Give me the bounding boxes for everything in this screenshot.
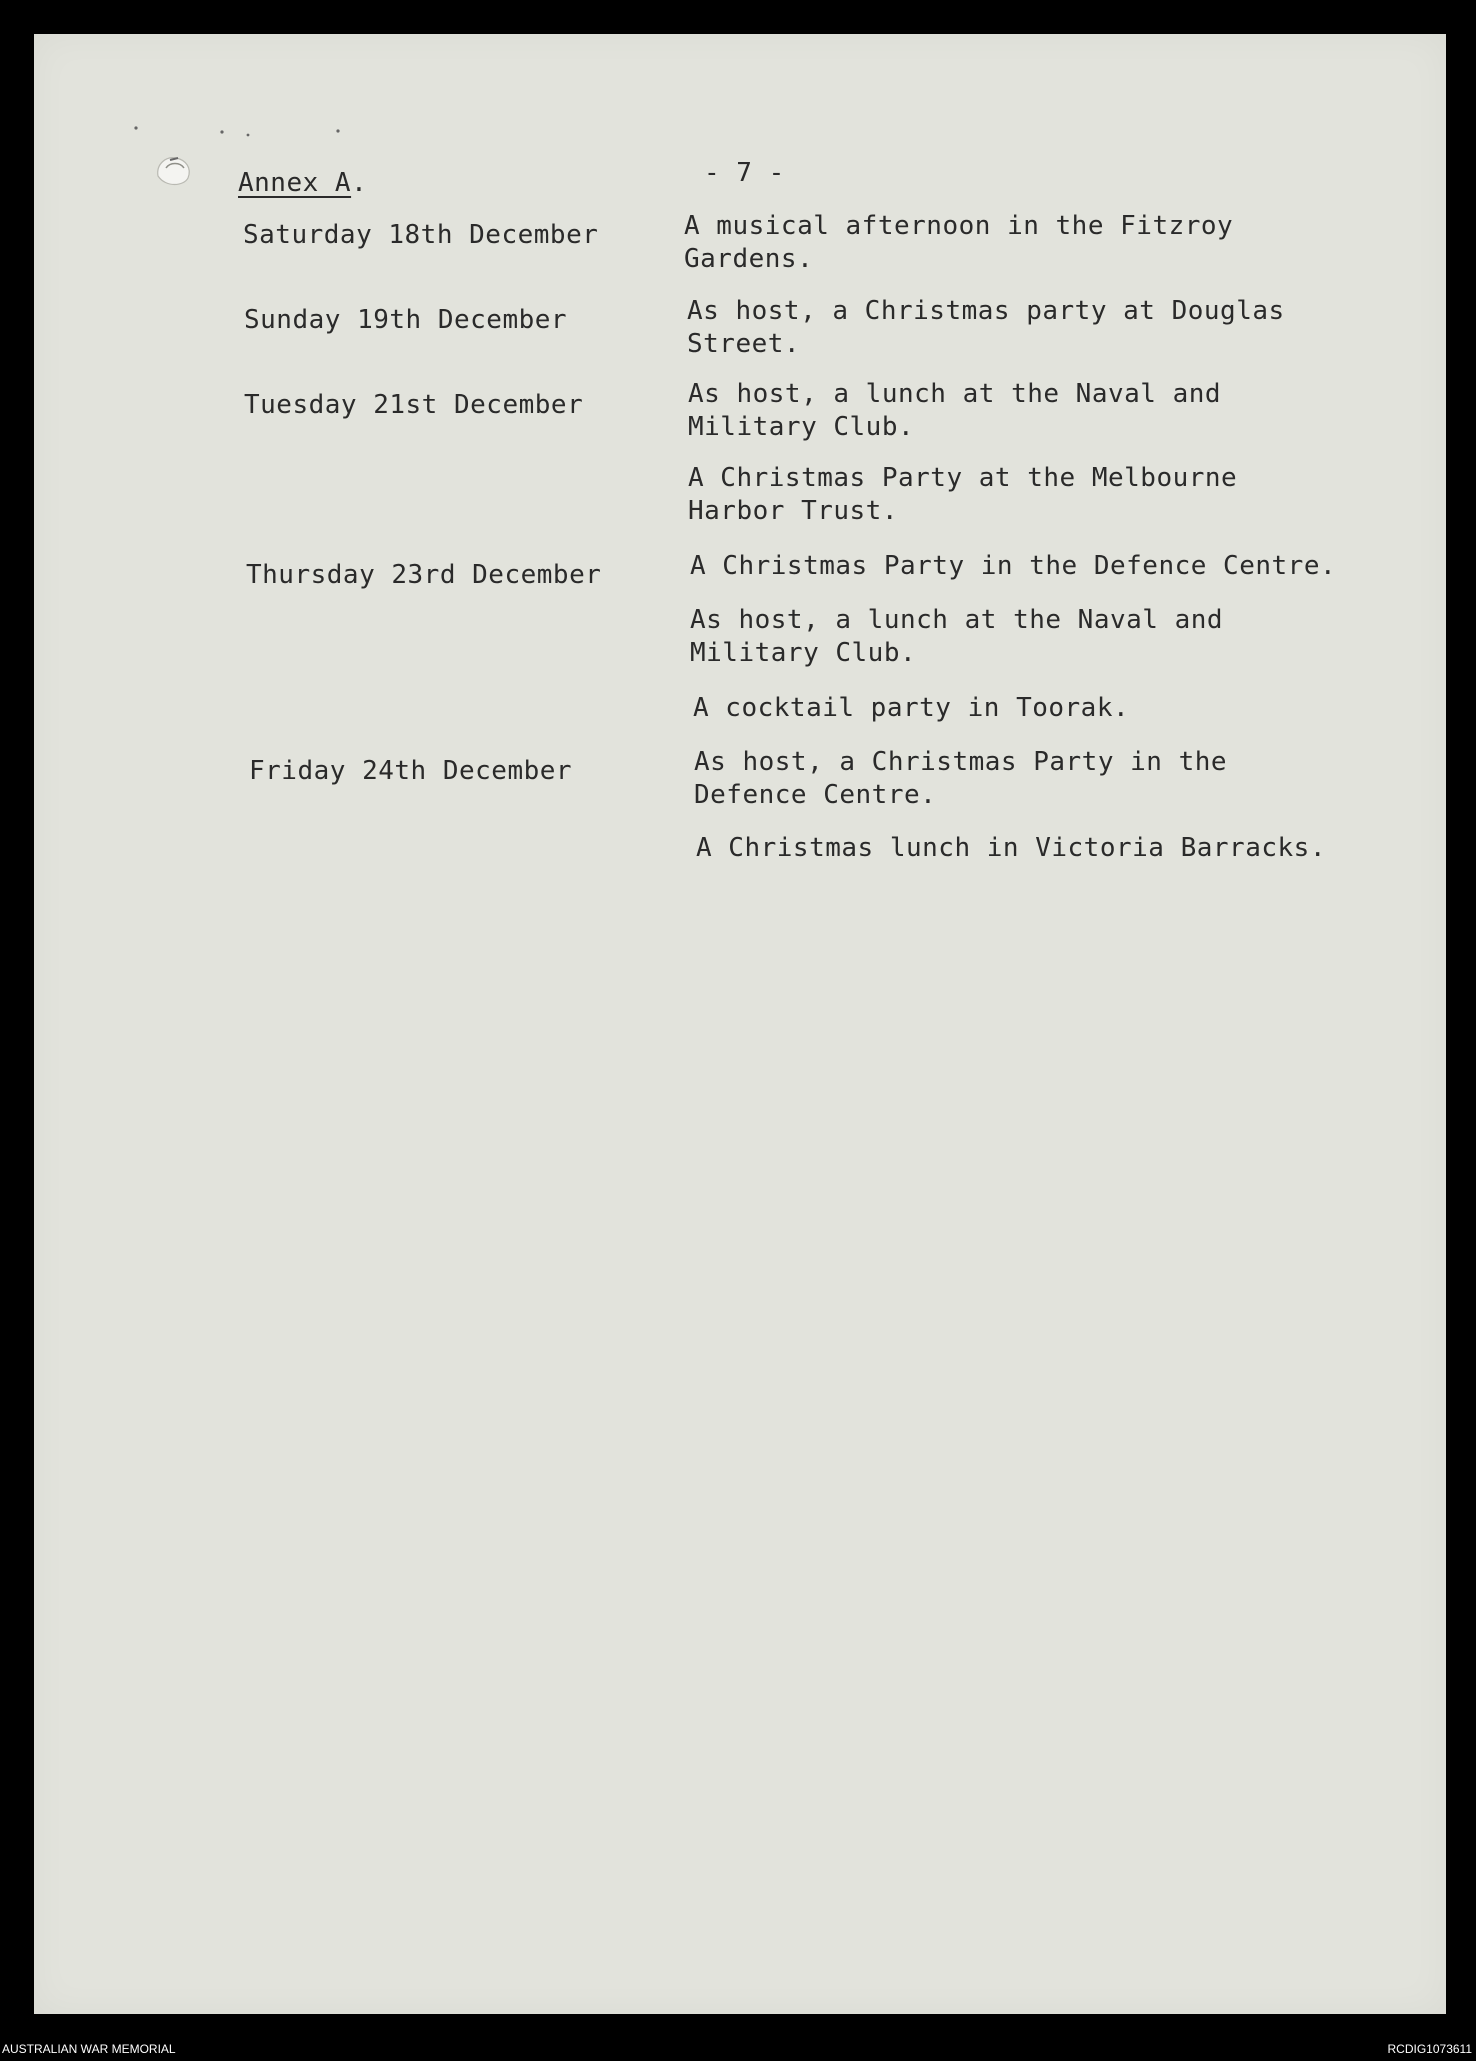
schedule-event — [690, 550, 1410, 583]
schedule-event — [696, 832, 1416, 865]
event-line: As host, a lunch at the Naval and — [690, 605, 1224, 635]
schedule-event — [688, 378, 1408, 444]
schedule-date: Friday 24th December — [249, 756, 573, 786]
annex-suffix: . — [351, 168, 368, 198]
event-line: Gardens. — [684, 244, 814, 274]
event-line: Street. — [687, 329, 801, 359]
schedule-date: Saturday 18th December — [243, 220, 599, 250]
annex-heading — [238, 167, 367, 200]
schedule-date: Sunday 19th December — [244, 305, 568, 335]
schedule-event — [687, 295, 1407, 361]
paper-specks — [130, 122, 350, 142]
event-line: Harbor Trust. — [688, 496, 898, 526]
schedule-event — [690, 604, 1410, 670]
event-line: Military Club. — [690, 638, 917, 668]
event-line: As host, a Christmas Party in the — [694, 747, 1228, 777]
event-line: A Christmas lunch in Victoria Barracks. — [696, 833, 1326, 863]
event-line: A musical afternoon in the Fitzroy — [684, 211, 1234, 241]
archive-reference: RCDIG1073611 — [1387, 2042, 1472, 2056]
schedule-event — [693, 692, 1413, 725]
event-line: A cocktail party in Toorak. — [693, 693, 1130, 723]
schedule-date: Thursday 23rd December — [246, 560, 602, 590]
event-line: As host, a Christmas party at Douglas — [687, 296, 1285, 326]
schedule-event — [684, 210, 1404, 276]
schedule-event — [688, 462, 1408, 528]
archive-caption: AUSTRALIAN WAR MEMORIAL — [2, 2042, 176, 2056]
annex-label: Annex A — [238, 168, 352, 198]
schedule-date: Tuesday 21st December — [244, 390, 584, 420]
event-line: Military Club. — [688, 412, 915, 442]
event-line: A Christmas Party at the Melbourne — [688, 463, 1238, 493]
event-line: As host, a lunch at the Naval and — [688, 379, 1222, 409]
schedule-event — [694, 746, 1414, 812]
event-line: A Christmas Party in the Defence Centre. — [690, 551, 1337, 581]
page-number: - 7 - — [704, 158, 785, 188]
staple-hole-mark — [152, 146, 198, 192]
event-line: Defence Centre. — [694, 780, 937, 810]
